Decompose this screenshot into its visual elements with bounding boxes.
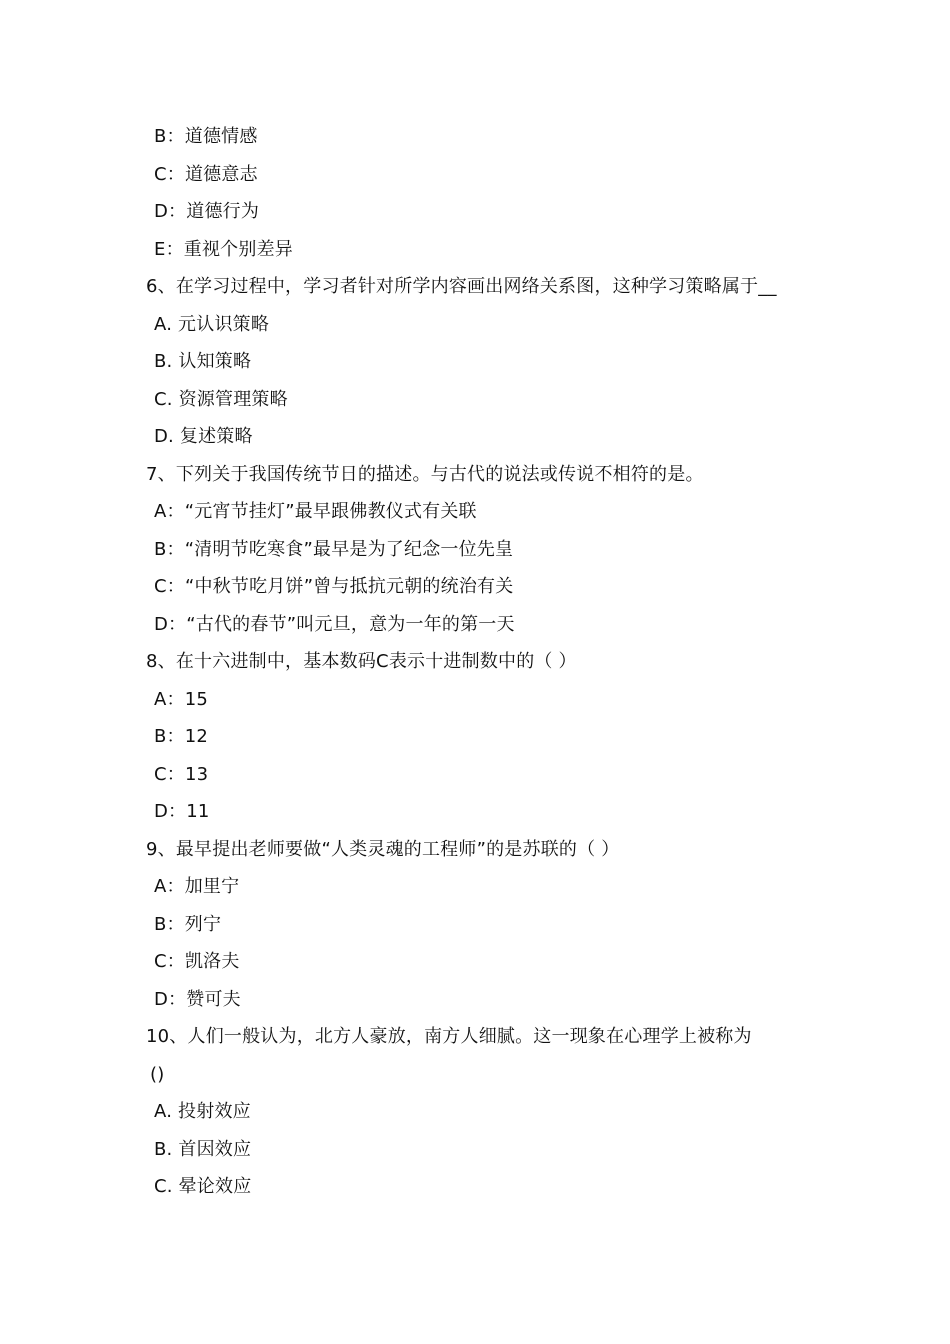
option-7b: B：“清明节吃寒食”最早是为了纪念一位先皇 [154,538,514,560]
option-6c: C. 资源管理策略 [154,388,288,410]
option-6d: D. 复述策略 [154,426,253,447]
question-list [146,118,846,1206]
question-6: 6、在学习过程中，学习者针对所学内容画出网络关系图，这种学习策略属于__ [146,276,777,297]
question-10-blank: () [150,1063,165,1085]
question-7: 7、下列关于我国传统节日的描述。与古代的说法或传说不相符的是。 [146,463,704,485]
option-5d: D：道德行为 [154,201,260,222]
option-7d: D：“古代的春节”叫元旦，意为一年的第一天 [154,613,515,635]
option-8b: B：12 [154,726,209,747]
question-9: 9、最早提出老师要做“人类灵魂的工程师”的是苏联的（ ） [146,838,620,860]
option-9c: C：凯洛夫 [154,951,240,972]
option-8a: A：15 [154,688,209,710]
option-7c: C：“中秋节吃月饼”曾与抵抗元朝的统治有关 [154,576,514,597]
question-10: 10、人们一般认为，北方人豪放，南方人细腻。这一现象在心理学上被称为 [146,1026,752,1047]
option-8c: C：13 [154,763,209,785]
option-10a: A. 投射效应 [154,1101,251,1122]
option-5b: B：道德情感 [154,126,258,147]
option-8d: D：11 [154,801,210,822]
option-9a: A：加里宁 [154,876,240,897]
option-9b: B：列宁 [154,913,222,935]
option-6b: B. 认知策略 [154,351,252,372]
option-10c: C. 晕论效应 [154,1176,252,1197]
option-5c: C：道德意志 [154,163,258,185]
option-9d: D：赞可夫 [154,988,241,1010]
option-10b: B. 首因效应 [154,1138,252,1160]
question-8: 8、在十六进制中，基本数码C表示十进制数中的（ ） [146,651,577,672]
option-5e: E：重视个别差异 [154,238,293,260]
option-6a: A. 元认识策略 [154,313,270,335]
option-7a: A：“元宵节挂灯”最早跟佛教仪式有关联 [154,501,477,522]
